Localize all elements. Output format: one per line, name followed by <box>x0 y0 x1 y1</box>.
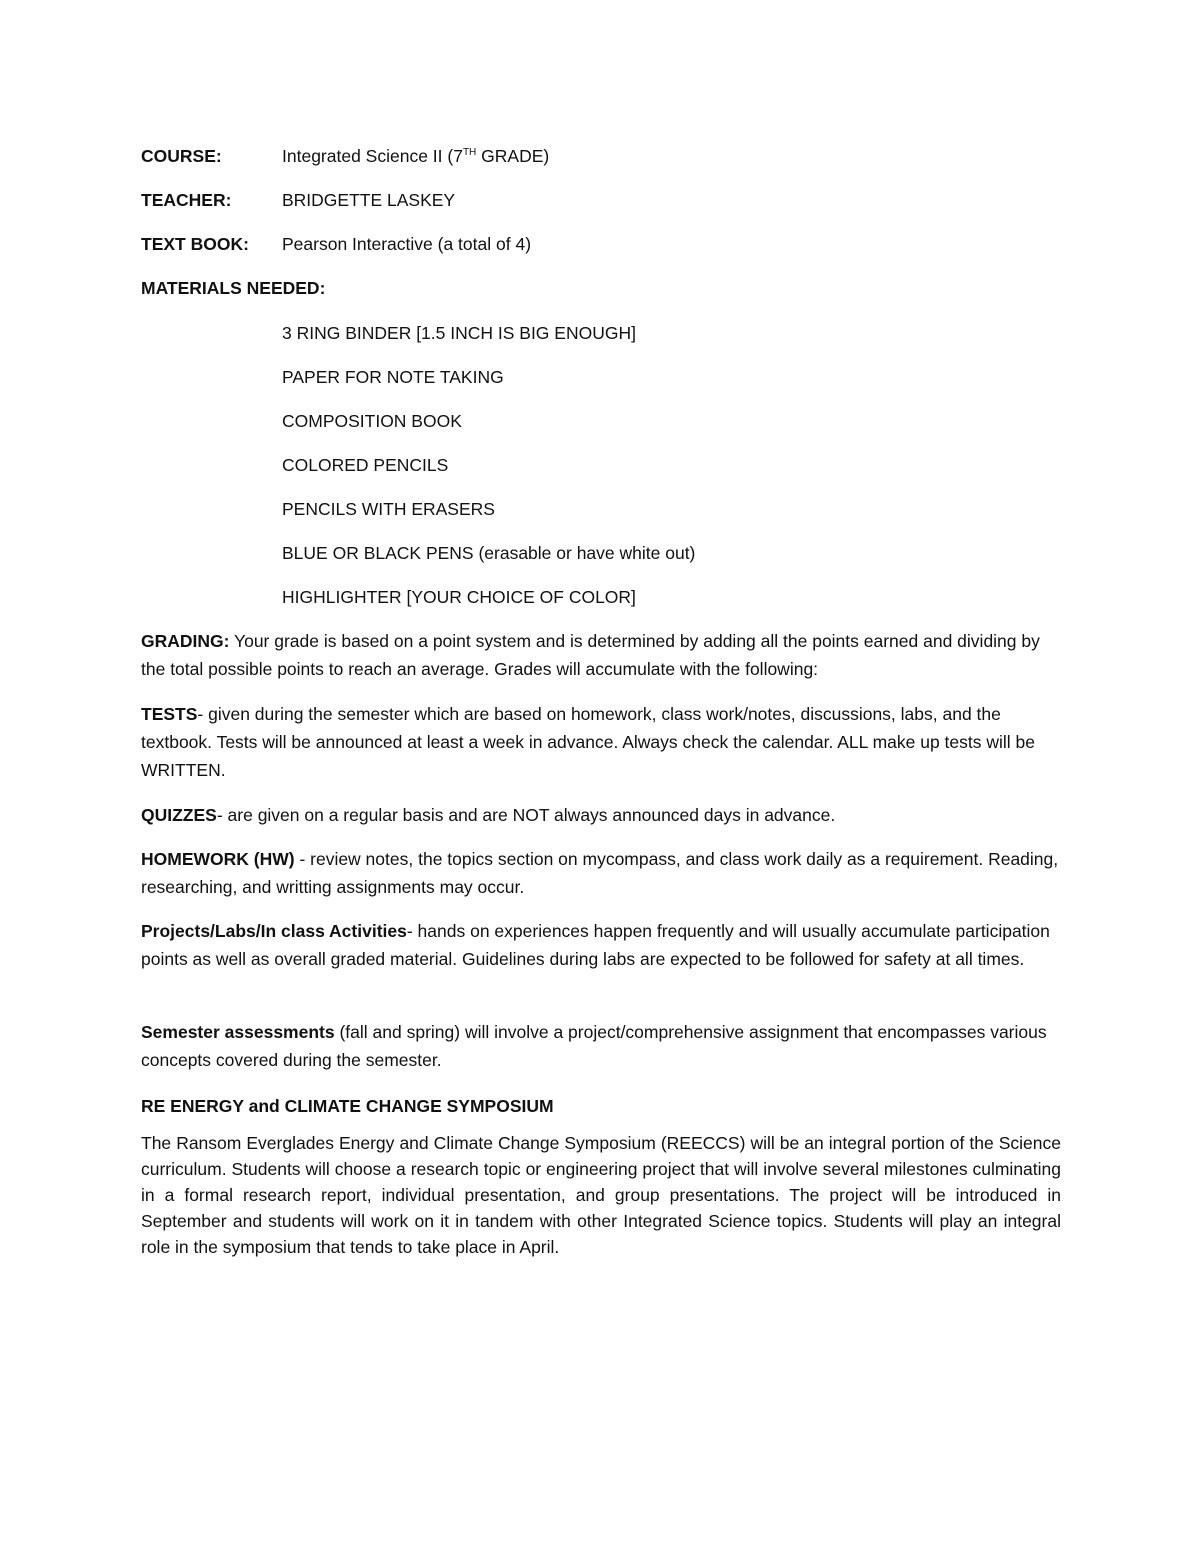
grading-label: GRADING: <box>141 631 230 651</box>
quizzes-label: QUIZZES <box>141 805 217 825</box>
symposium-heading: RE ENERGY and CLIMATE CHANGE SYMPOSIUM <box>141 1096 554 1116</box>
grade-superscript: TH <box>462 147 477 158</box>
grading-paragraph: GRADING: Your grade is based on a point system and is determined by adding all the points earned and dividing by the total possible points to reach an average. Grades will accumulate with the following: <box>141 631 1040 679</box>
homework-label: HOMEWORK (HW) <box>141 849 295 869</box>
material-item: PENCILS WITH ERASERS <box>282 499 495 519</box>
homework-paragraph: HOMEWORK (HW) - review notes, the topics section on mycompass, and class work daily as a requirement. Reading, researching, and writting assignments may occur. <box>141 849 1059 897</box>
textbook-label: TEXT BOOK: <box>141 234 249 254</box>
material-item: COMPOSITION BOOK <box>282 411 462 431</box>
symposium-paragraph: The Ransom Everglades Energy and Climate Change Symposium (REECCS) will be an integral portion of the Science curriculum. Students will choose a research topic or engineering project that will involve several milestones culminating in a formal research report, individual presentation, and group presentations. The project will be introduced in September and students will work on it in tandem with other Integrated Science topics. Students will play an integral role in the symposium that tends to take place in April. <box>141 1133 1061 1257</box>
material-item: COLORED PENCILS <box>282 455 449 475</box>
material-item: 3 RING BINDER [1.5 INCH IS BIG ENOUGH] <box>282 323 636 343</box>
projects-paragraph: Projects/Labs/In class Activities- hands on experiences happen frequently and will usually accumulate participation points as well as overall graded material. Guidelines during labs are expected to be followed for safety at all times. <box>141 921 1050 969</box>
textbook-row <box>141 233 532 255</box>
quizzes-paragraph: QUIZZES- are given on a regular basis and are NOT always announced days in advance. <box>141 805 836 825</box>
teacher-label: TEACHER: <box>141 190 232 210</box>
semester-label: Semester assessments <box>141 1022 335 1042</box>
course-label: COURSE: <box>141 146 222 166</box>
material-item: PAPER FOR NOTE TAKING <box>282 367 504 387</box>
projects-label: Projects/Labs/In class Activities <box>141 921 407 941</box>
textbook-value: Pearson Interactive (a total of 4) <box>282 234 532 254</box>
course-value: Integrated Science II (7TH GRADE) <box>282 146 550 166</box>
teacher-row <box>141 189 456 211</box>
tests-paragraph: TESTS- given during the semester which are based on homework, class work/notes, discussions, labs, and the textbook. Tests will be announced at least a week in advance. Always check the calendar. ALL make up tests will be WRITTEN. <box>141 704 1035 780</box>
materials-heading: MATERIALS NEEDED: <box>141 278 326 298</box>
teacher-value: BRIDGETTE LASKEY <box>282 190 456 210</box>
material-item: BLUE OR BLACK PENS (erasable or have white out) <box>282 543 696 563</box>
semester-paragraph: Semester assessments (fall and spring) will involve a project/comprehensive assignment that encompasses various concepts covered during the semester. <box>141 1022 1047 1070</box>
tests-label: TESTS <box>141 704 198 724</box>
material-item: HIGHLIGHTER [YOUR CHOICE OF COLOR] <box>282 587 636 607</box>
course-row <box>141 145 550 167</box>
